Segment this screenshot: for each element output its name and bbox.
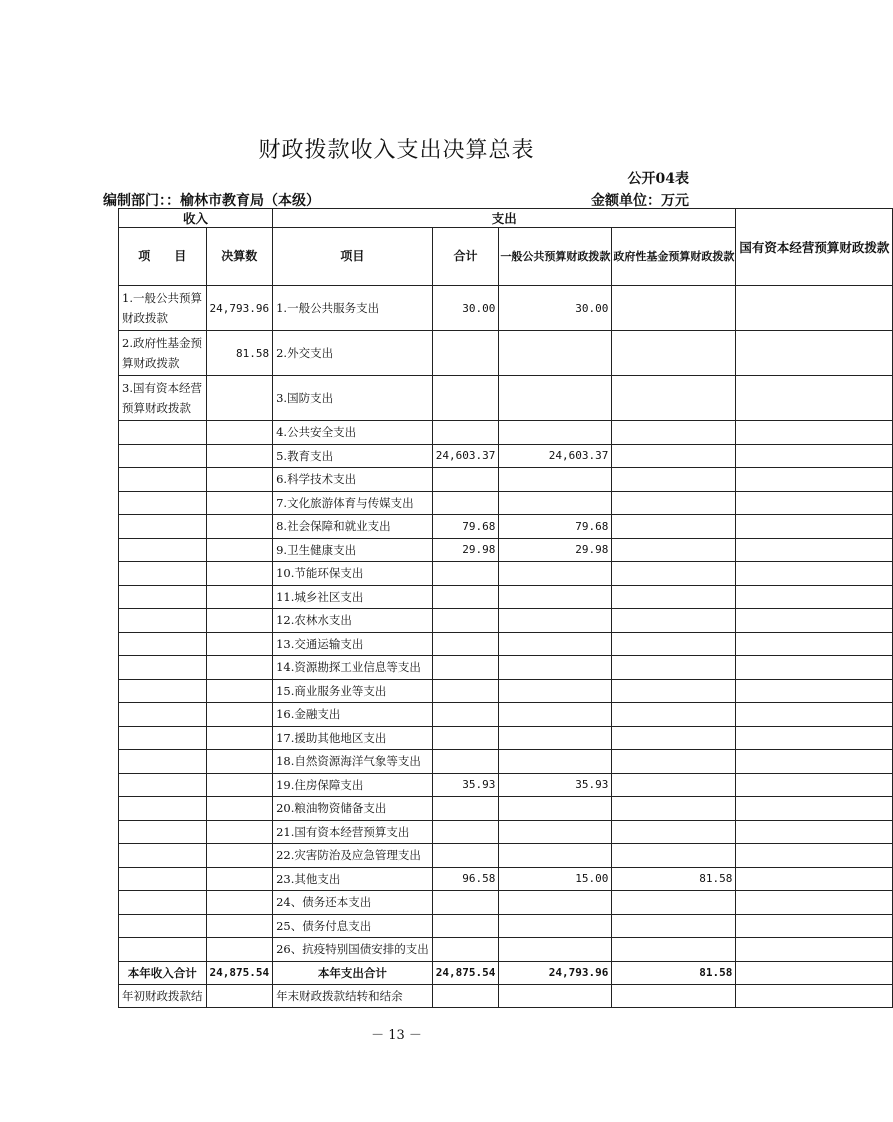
expense-total-capital [736,961,893,984]
income-amount-cell [206,656,273,680]
expense-total-cell: 79.68 [432,515,499,539]
income-item-cell [119,679,207,703]
income-item-header: 项 目 [119,228,207,286]
expense-total-cell [432,585,499,609]
table-row [119,468,893,492]
income-amount-cell [206,679,273,703]
expense-total-cell [432,609,499,633]
expense-item-cell: 11.城乡社区支出 [273,585,433,609]
carryover-row [119,984,893,1007]
expense-item-cell: 26、抗疫特别国债安排的支出 [273,938,433,962]
income-item-cell [119,515,207,539]
expense-total-cell: 24,603.37 [432,444,499,468]
expense-fund-cell [612,421,736,445]
expense-total-sum: 24,875.54 [432,961,499,984]
table-row [119,376,893,421]
expense-general-cell: 24,603.37 [499,444,612,468]
table-row [119,491,893,515]
expense-header: 支出 [273,209,736,228]
income-item-cell [119,797,207,821]
expense-capital-cell [736,468,893,492]
expense-fund-cell [612,891,736,915]
income-amount-cell [206,844,273,868]
expense-fund-cell [612,491,736,515]
expense-capital-cell [736,444,893,468]
table-row [119,679,893,703]
table-row [119,797,893,821]
expense-capital-cell [736,773,893,797]
income-amount-cell [206,891,273,915]
expense-total-cell [432,632,499,656]
table-row [119,891,893,915]
expense-total-cell [432,797,499,821]
expense-item-cell: 17.援助其他地区支出 [273,726,433,750]
expense-fund-cell [612,331,736,376]
expense-fund-cell [612,468,736,492]
page-title: 财政拨款收入支出决算总表 [258,138,535,163]
income-header: 收入 [119,209,273,228]
expense-general-cell [499,562,612,586]
expense-capital-cell [736,331,893,376]
expense-total-cell [432,679,499,703]
expense-item-cell: 12.农林水支出 [273,609,433,633]
table-row [119,703,893,727]
expense-capital-cell [736,376,893,421]
table-row [119,726,893,750]
expense-general-cell [499,609,612,633]
expense-general-cell: 29.98 [499,538,612,562]
table-body [119,286,893,962]
income-item-cell [119,750,207,774]
expense-general-cell [499,656,612,680]
gov-fund-header: 政府性基金预算财政拨款 [612,228,736,286]
page-number: － 13 － [371,1028,422,1043]
income-item-cell [119,703,207,727]
income-carryover-label: 年初财政拨款结 [119,984,207,1007]
expense-fund-cell [612,444,736,468]
table-row [119,286,893,331]
income-amount-cell [206,867,273,891]
expense-item-cell: 6.科学技术支出 [273,468,433,492]
total-row [119,961,893,984]
expense-fund-cell [612,656,736,680]
expense-capital-cell [736,891,893,915]
expense-capital-cell [736,938,893,962]
expense-item-cell: 2.外交支出 [273,331,433,376]
expense-capital-cell [736,585,893,609]
income-amount-cell [206,376,273,421]
expense-capital-cell [736,491,893,515]
income-total-label: 本年收入合计 [119,961,207,984]
expense-total-cell: 96.58 [432,867,499,891]
income-amount-cell: 24,793.96 [206,286,273,331]
expense-item-cell: 20.粮油物资储备支出 [273,797,433,821]
expense-fund-cell [612,609,736,633]
expense-total-cell [432,914,499,938]
table-row [119,773,893,797]
expense-fund-cell [612,726,736,750]
expense-item-cell: 21.国有资本经营预算支出 [273,820,433,844]
expense-total-cell [432,750,499,774]
expense-item-cell: 15.商业服务业等支出 [273,679,433,703]
table-row [119,820,893,844]
income-amount-cell [206,609,273,633]
expense-fund-cell [612,585,736,609]
expense-total-cell: 29.98 [432,538,499,562]
expense-general-cell [499,376,612,421]
expense-capital-cell [736,286,893,331]
income-item-cell [119,538,207,562]
expense-total-cell [432,938,499,962]
income-item-cell: 2.政府性基金预算财政拨款 [119,331,207,376]
income-amount-cell [206,444,273,468]
expense-item-cell: 10.节能环保支出 [273,562,433,586]
expense-total-general: 24,793.96 [499,961,612,984]
expense-general-cell [499,679,612,703]
expense-general-cell [499,797,612,821]
expense-item-header: 项目 [273,228,433,286]
expense-total-cell [432,703,499,727]
income-item-cell [119,938,207,962]
expense-general-cell: 15.00 [499,867,612,891]
expense-general-cell [499,938,612,962]
expense-fund-cell [612,515,736,539]
expense-total-cell [432,726,499,750]
income-amount-cell [206,585,273,609]
income-amount-cell [206,820,273,844]
expense-capital-cell [736,726,893,750]
income-item-cell [119,421,207,445]
expense-total-cell [432,376,499,421]
expense-general-cell [499,703,612,727]
expense-item-cell: 14.资源勘探工业信息等支出 [273,656,433,680]
expense-fund-cell: 81.58 [612,867,736,891]
expense-item-cell: 24、债务还本支出 [273,891,433,915]
table-row [119,867,893,891]
income-amount-cell [206,515,273,539]
general-budget-header: 一般公共预算财政拨款 [499,228,612,286]
expense-fund-cell [612,376,736,421]
expense-general-cell [499,726,612,750]
expense-capital-cell [736,797,893,821]
income-amount-cell [206,491,273,515]
income-item-cell [119,844,207,868]
table-row [119,750,893,774]
expense-general-cell: 35.93 [499,773,612,797]
table-row [119,914,893,938]
income-item-cell [119,914,207,938]
income-amount-cell [206,421,273,445]
expense-carryover-label: 年末财政拨款结转和结余 [273,984,433,1007]
expense-item-cell: 13.交通运输支出 [273,632,433,656]
expense-total-cell [432,331,499,376]
expense-capital-cell [736,703,893,727]
table-row [119,844,893,868]
table-row [119,444,893,468]
income-amount-cell [206,914,273,938]
income-amount-cell [206,750,273,774]
expense-capital-cell [736,679,893,703]
income-amount-cell [206,938,273,962]
income-amount-cell [206,538,273,562]
total-header: 合计 [432,228,499,286]
table-row [119,632,893,656]
expense-capital-cell [736,632,893,656]
table-row [119,421,893,445]
expense-total-fund: 81.58 [612,961,736,984]
income-amount-cell: 81.58 [206,331,273,376]
income-item-cell [119,632,207,656]
expense-general-cell [499,421,612,445]
expense-capital-cell [736,562,893,586]
income-item-cell [119,491,207,515]
income-item-cell [119,468,207,492]
expense-fund-cell [612,632,736,656]
expense-general-cell [499,844,612,868]
expense-fund-cell [612,797,736,821]
expense-item-cell: 3.国防支出 [273,376,433,421]
expense-item-cell: 1.一般公共服务支出 [273,286,433,331]
expense-general-cell [499,585,612,609]
expense-total-cell [432,656,499,680]
table-row [119,562,893,586]
expense-capital-cell [736,820,893,844]
expense-total-cell [432,891,499,915]
expense-capital-cell [736,515,893,539]
expense-total-cell [432,820,499,844]
expense-total-cell [432,491,499,515]
unit-label: 金额单位：万元 [591,193,689,209]
expense-fund-cell [612,750,736,774]
table-row [119,515,893,539]
income-amount-cell [206,797,273,821]
expense-item-cell: 16.金融支出 [273,703,433,727]
expense-capital-cell [736,844,893,868]
income-amount-cell [206,726,273,750]
table-row [119,585,893,609]
expense-general-cell [499,331,612,376]
income-amount-cell [206,562,273,586]
expense-fund-cell [612,679,736,703]
income-amount-cell [206,468,273,492]
expense-total-cell: 30.00 [432,286,499,331]
income-item-cell [119,726,207,750]
expense-general-cell [499,914,612,938]
expense-total-cell [432,562,499,586]
expense-general-cell [499,750,612,774]
expense-capital-cell [736,914,893,938]
expense-general-cell [499,632,612,656]
expense-general-cell [499,468,612,492]
income-item-cell [119,891,207,915]
income-item-cell [119,820,207,844]
table-row [119,331,893,376]
income-item-cell: 3.国有资本经营预算财政拨款 [119,376,207,421]
income-total-amount: 24,875.54 [206,961,273,984]
expense-general-cell: 30.00 [499,286,612,331]
expense-fund-cell [612,562,736,586]
income-item-cell: 1.一般公共预算财政拨款 [119,286,207,331]
table-row [119,656,893,680]
expense-capital-cell [736,750,893,774]
state-capital-header: 国有资本经营预算财政拨款 [736,209,893,286]
income-item-cell [119,444,207,468]
income-item-cell [119,656,207,680]
expense-item-cell: 23.其他支出 [273,867,433,891]
expense-fund-cell [612,938,736,962]
income-item-cell [119,773,207,797]
table-row [119,609,893,633]
income-item-cell [119,609,207,633]
expense-general-cell: 79.68 [499,515,612,539]
expense-item-cell: 22.灾害防治及应急管理支出 [273,844,433,868]
income-item-cell [119,562,207,586]
expense-capital-cell [736,656,893,680]
table-row [119,538,893,562]
expense-total-label: 本年支出合计 [273,961,433,984]
expense-fund-cell [612,538,736,562]
expense-capital-cell [736,538,893,562]
expense-item-cell: 18.自然资源海洋气象等支出 [273,750,433,774]
expense-capital-cell [736,609,893,633]
expense-fund-cell [612,286,736,331]
expense-fund-cell [612,914,736,938]
expense-general-cell [499,491,612,515]
expense-total-cell [432,468,499,492]
expense-fund-cell [612,844,736,868]
expense-total-cell [432,421,499,445]
form-number: 公开04表 [627,171,689,187]
expense-item-cell: 9.卫生健康支出 [273,538,433,562]
expense-capital-cell [736,421,893,445]
income-amount-cell [206,773,273,797]
final-amount-header: 决算数 [206,228,273,286]
expense-item-cell: 8.社会保障和就业支出 [273,515,433,539]
table-row [119,938,893,962]
expense-capital-cell [736,867,893,891]
expense-total-cell: 35.93 [432,773,499,797]
income-amount-cell [206,703,273,727]
expense-total-cell [432,844,499,868]
expense-general-cell [499,891,612,915]
expense-fund-cell [612,773,736,797]
expense-fund-cell [612,703,736,727]
expense-general-cell [499,820,612,844]
expense-item-cell: 7.文化旅游体育与传媒支出 [273,491,433,515]
income-item-cell [119,585,207,609]
expense-item-cell: 5.教育支出 [273,444,433,468]
income-item-cell [119,867,207,891]
fiscal-table [118,208,893,1008]
expense-fund-cell [612,820,736,844]
income-amount-cell [206,632,273,656]
expense-item-cell: 4.公共安全支出 [273,421,433,445]
expense-item-cell: 25、债务付息支出 [273,914,433,938]
expense-item-cell: 19.住房保障支出 [273,773,433,797]
department-label: 编制部门：：榆林市教育局（本级） [103,193,320,209]
